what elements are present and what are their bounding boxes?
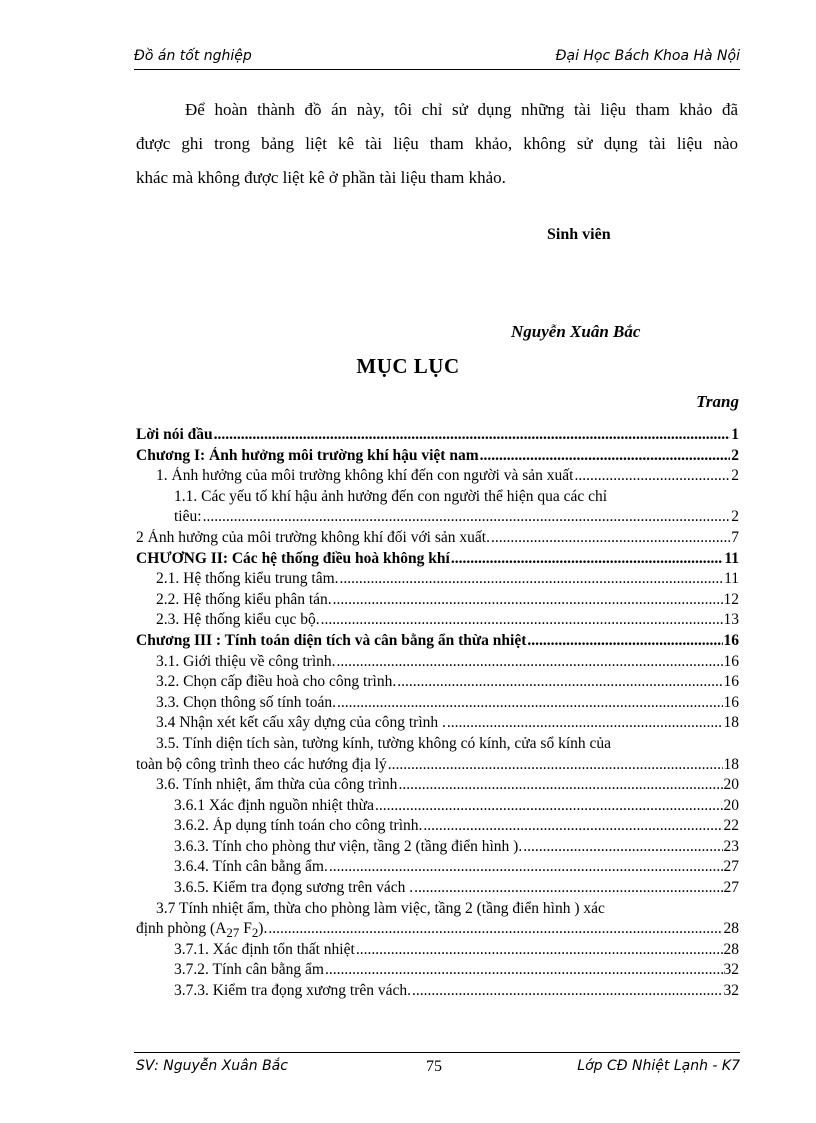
toc-entry-page: 16 xyxy=(723,652,739,670)
footer-divider xyxy=(134,1052,740,1053)
toc-entry-page: 20 xyxy=(723,776,739,794)
toc-entry[interactable] xyxy=(136,941,739,962)
toc-entry[interactable] xyxy=(136,920,739,941)
toc-entry[interactable] xyxy=(136,817,739,838)
toc-entry-page: 32 xyxy=(723,961,739,979)
toc-entry-page: 2 xyxy=(731,446,739,464)
header-right-text: Đại Học Bách Khoa Hà Nội xyxy=(555,48,740,64)
toc-entry-page: 13 xyxy=(723,611,739,629)
intro-paragraph xyxy=(136,93,738,195)
toc-entry-text: 3.5. Tính diện tích sàn, tường kính, tường không có kính, cửa sổ kính của xyxy=(156,734,612,752)
intro-line: khác mà không được liệt kê ở phần tài liệu tham khảo. xyxy=(136,168,506,187)
toc-entry-text: 3.1. Giới thiệu về công trình. xyxy=(156,652,336,670)
footer-class: Lớp CĐ Nhiệt Lạnh - K7 xyxy=(577,1058,740,1074)
toc-entry-text: 3.7.2. Tính cân bằng ẩm xyxy=(174,961,324,979)
toc-entry-text: 3.4 Nhận xét kết cấu xây dựng của công trình . xyxy=(156,714,446,732)
page-footer xyxy=(136,1058,740,1080)
toc-leader-dots xyxy=(447,714,723,732)
toc-entry-text: 3.6.2. Áp dụng tính toán cho công trình. xyxy=(174,817,423,835)
toc-entry-text: 3.2. Chọn cấp điều hoà cho công trình. xyxy=(156,673,397,691)
toc-entry-text: 3.3. Chọn thông số tính toán. xyxy=(156,693,336,711)
toc-leader-dots xyxy=(397,673,722,691)
toc-leader-dots xyxy=(268,920,722,938)
header-divider xyxy=(134,69,740,70)
toc-entry[interactable] xyxy=(136,838,739,859)
toc-entry[interactable] xyxy=(136,529,739,550)
toc-entry-text-part: ). xyxy=(258,920,268,938)
toc-entry-page: 16 xyxy=(723,673,739,691)
toc-entry[interactable] xyxy=(136,467,739,488)
toc-leader-dots xyxy=(203,508,731,526)
toc-entry-page: 16 xyxy=(723,631,739,649)
toc-leader-dots xyxy=(412,982,723,1000)
toc-entry-page: 2 xyxy=(731,508,739,526)
page-header xyxy=(134,48,740,68)
toc-entry-page: 2 xyxy=(731,467,739,485)
toc-entry-page: 27 xyxy=(723,879,739,897)
toc-entry-page: 7 xyxy=(731,528,739,546)
toc-leader-dots xyxy=(491,529,730,547)
toc-entry-line[interactable] xyxy=(136,488,739,509)
toc-entry-page: 12 xyxy=(723,590,739,608)
table-of-contents xyxy=(136,426,739,1003)
toc-entry-line[interactable] xyxy=(136,900,739,921)
toc-entry[interactable] xyxy=(136,570,739,591)
toc-entry-page: 27 xyxy=(723,858,739,876)
toc-leader-dots xyxy=(480,447,731,465)
intro-line: được ghi trong bảng liệt kê tài liệu tham khảo, không sử dụng tài liệu nào xyxy=(136,134,738,153)
toc-entry[interactable] xyxy=(136,591,739,612)
toc-entry[interactable] xyxy=(136,673,739,694)
toc-leader-dots xyxy=(214,426,731,444)
toc-entry[interactable] xyxy=(136,508,739,529)
signature-name: Nguyễn Xuân Bắc xyxy=(511,322,641,341)
toc-entry-page: 1 xyxy=(731,426,739,443)
toc-entry-text: 3.6. Tính nhiệt, ẩm thừa của công trình xyxy=(156,776,398,794)
toc-entry-text xyxy=(136,920,267,941)
toc-entry[interactable] xyxy=(136,426,739,447)
toc-entry[interactable] xyxy=(136,714,739,735)
toc-title: MỤC LỤC xyxy=(356,354,460,378)
footer-student: SV: Nguyễn Xuân Bắc xyxy=(136,1058,288,1074)
toc-entry-text: 2.3. Hệ thống kiểu cục bộ. xyxy=(156,611,320,629)
toc-entry-text: 1.1. Các yếu tố khí hậu ảnh hưởng đến con người thể hiện qua các chỉ xyxy=(174,487,608,505)
toc-entry[interactable] xyxy=(136,550,739,571)
header-left-text: Đồ án tốt nghiệp xyxy=(134,48,252,64)
toc-leader-dots xyxy=(375,797,723,815)
signature-label: Sinh viên xyxy=(547,226,611,243)
toc-entry-page: 20 xyxy=(723,796,739,814)
toc-entry[interactable] xyxy=(136,776,739,797)
toc-entry[interactable] xyxy=(136,982,739,1003)
toc-leader-dots xyxy=(325,961,723,979)
toc-entry-page: 16 xyxy=(723,693,739,711)
toc-entry-page: 28 xyxy=(723,920,739,938)
toc-leader-dots xyxy=(333,591,723,609)
toc-entry[interactable] xyxy=(136,632,739,653)
toc-page-column-label: Trang xyxy=(696,392,739,411)
toc-entry-page: 11 xyxy=(724,570,739,588)
toc-entry-text: 2.2. Hệ thống kiểu phân tán. xyxy=(156,590,332,608)
toc-entry-text: 3.6.3. Tính cho phòng thư viện, tầng 2 (tầng điển hình ). xyxy=(174,837,523,855)
toc-entry-text: 3.7 Tính nhiệt ẩm, thừa cho phòng làm việc, tầng 2 (tầng điển hình ) xác xyxy=(156,899,605,917)
toc-entry-text: CHƯƠNG II: Các hệ thống điều hoà không khí xyxy=(136,549,450,567)
toc-entry[interactable] xyxy=(136,611,739,632)
toc-leader-dots xyxy=(451,550,724,568)
toc-entry-page: 28 xyxy=(723,940,739,958)
toc-entry-text: 2 Ảnh hưởng của môi trường không khí đối với sản xuất. xyxy=(136,528,490,546)
toc-entry[interactable] xyxy=(136,858,739,879)
toc-entry[interactable] xyxy=(136,447,739,468)
subscript: 2 xyxy=(251,925,259,941)
toc-entry-page: 18 xyxy=(723,714,739,732)
toc-entry-page: 18 xyxy=(723,755,739,773)
toc-leader-dots xyxy=(398,776,722,794)
toc-leader-dots xyxy=(414,879,722,897)
toc-entry-page: 11 xyxy=(724,549,739,567)
toc-leader-dots xyxy=(356,941,723,959)
toc-leader-dots xyxy=(337,653,723,671)
toc-entry[interactable] xyxy=(136,694,739,715)
toc-entry[interactable] xyxy=(136,653,739,674)
toc-entry-text: 3.7.1. Xác định tổn thất nhiệt xyxy=(174,940,355,958)
toc-entry-text: 3.7.3. Kiểm tra đọng xương trên vách. xyxy=(174,982,411,1000)
toc-leader-dots xyxy=(321,611,723,629)
toc-leader-dots xyxy=(337,694,723,712)
toc-entry-text: 3.6.1 Xác định nguồn nhiệt thừa xyxy=(174,796,374,814)
toc-leader-dots xyxy=(527,632,722,650)
intro-line: Để hoàn thành đồ án này, tôi chỉ sử dụng những tài liệu tham khảo đã xyxy=(185,100,738,119)
footer-page-number: 75 xyxy=(426,1058,442,1075)
toc-entry-page: 23 xyxy=(723,837,739,855)
toc-leader-dots xyxy=(574,467,730,485)
toc-leader-dots xyxy=(388,756,723,774)
toc-entry-line[interactable] xyxy=(136,735,739,756)
subscript: 27 xyxy=(226,925,240,941)
toc-entry-text: Chương III : Tính toán diện tích và cân bằng ẩn thừa nhiệt xyxy=(136,631,527,649)
toc-entry-text: 3.6.5. Kiểm tra đọng sương trên vách . xyxy=(174,879,414,897)
toc-entry-page: 32 xyxy=(723,982,739,1000)
toc-entry-text: 1. Ảnh hưởng của môi trường không khí đến con người và sản xuất xyxy=(156,467,574,485)
toc-entry-page: 22 xyxy=(723,817,739,835)
toc-leader-dots xyxy=(340,570,724,588)
toc-entry[interactable] xyxy=(136,879,739,900)
toc-entry-text: Lời nói đầu xyxy=(136,426,213,443)
toc-entry-text: tiêu: xyxy=(174,508,202,526)
toc-entry-text-part: F xyxy=(239,920,252,938)
toc-entry-text: toàn bộ công trình theo các hướng địa lý xyxy=(136,755,387,773)
toc-entry-text: Chương I: Ảnh hưởng môi trường khí hậu việt nam xyxy=(136,446,479,464)
toc-entry[interactable] xyxy=(136,797,739,818)
toc-entry[interactable] xyxy=(136,756,739,777)
toc-leader-dots xyxy=(523,838,722,856)
toc-entry-text: 2.1. Hệ thống kiểu trung tâm. xyxy=(156,570,339,588)
toc-entry-text-part: định phòng (A xyxy=(136,920,227,938)
toc-leader-dots xyxy=(329,858,723,876)
toc-entry[interactable] xyxy=(136,961,739,982)
toc-entry-text: 3.6.4. Tính cân bằng ẩm. xyxy=(174,858,328,876)
toc-leader-dots xyxy=(423,817,722,835)
